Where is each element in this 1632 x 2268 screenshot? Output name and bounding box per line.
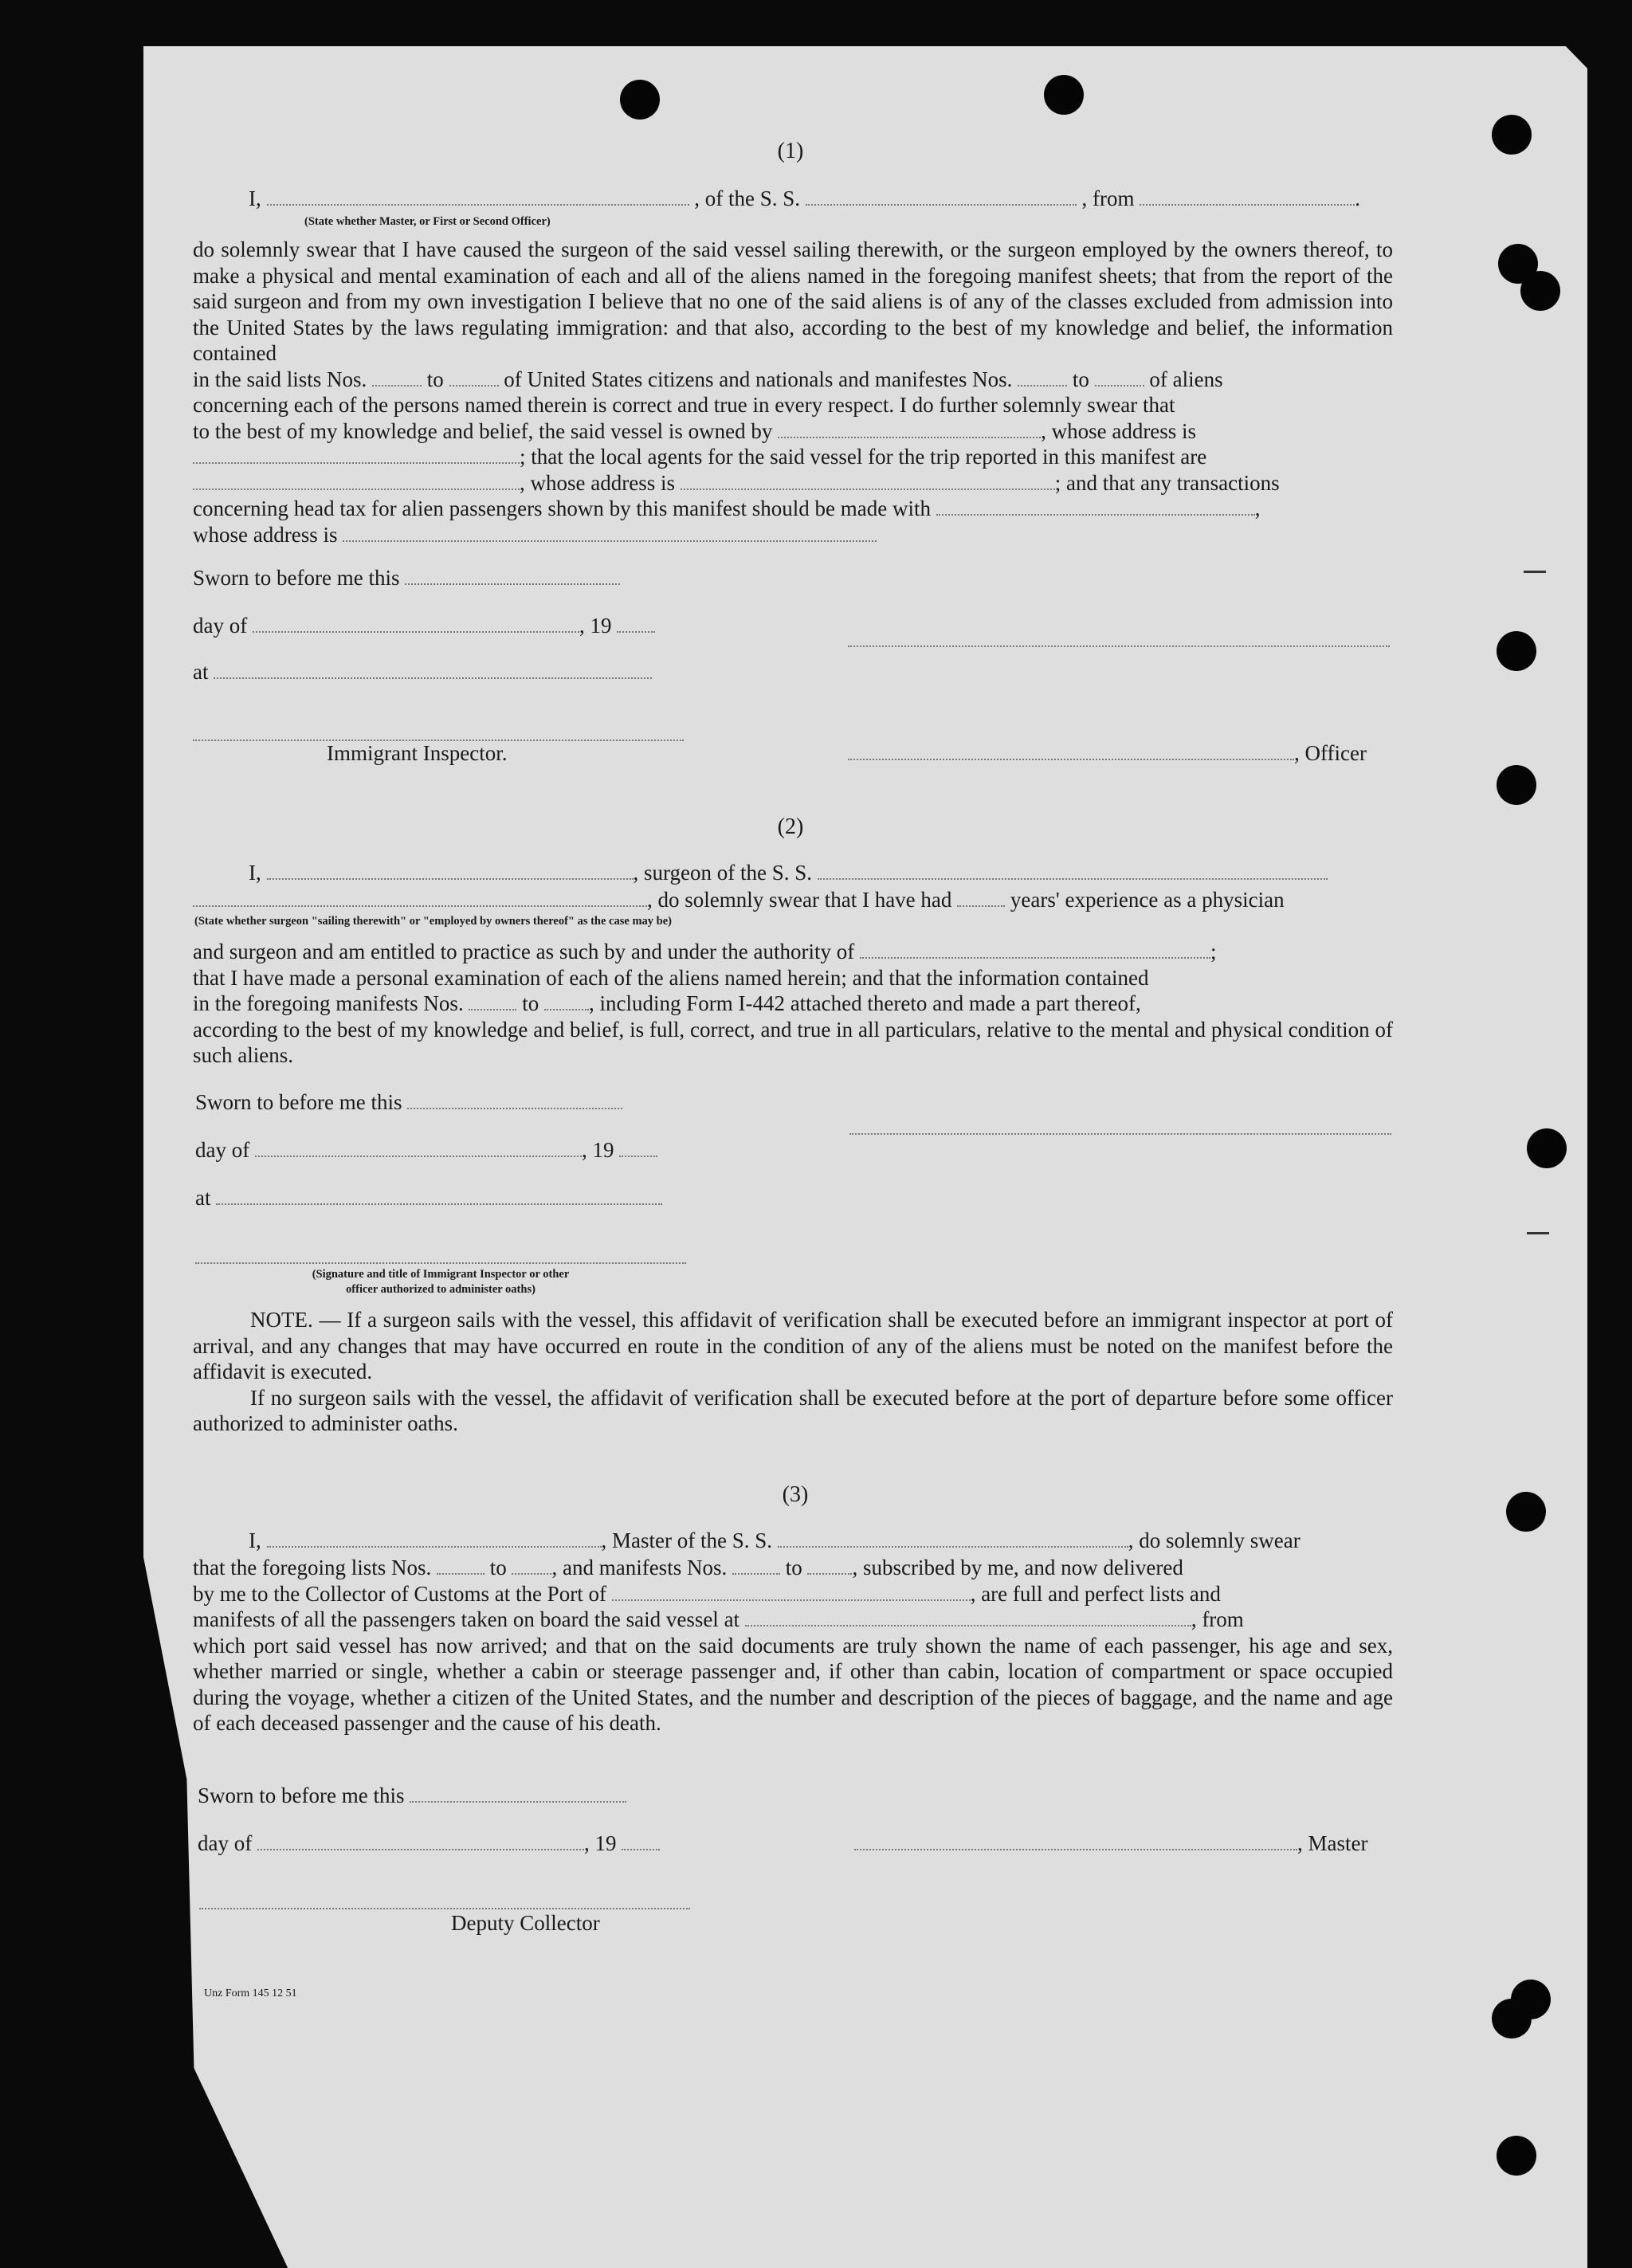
s1-inspector-label: Immigrant Inspector.	[327, 741, 508, 765]
s1-sworn-line: Sworn to before me this	[193, 566, 620, 591]
master-name-field[interactable]	[267, 1530, 602, 1548]
s1-from: , from	[1081, 186, 1135, 210]
s1-para-agent-address: , whose address is ; and that any transactions	[193, 470, 1393, 496]
punch-hole	[1044, 75, 1084, 115]
headtax-contact-field[interactable]	[936, 498, 1255, 516]
s2-para-manifests: in the foregoing manifests Nos. to , including Form I-442 attached thereto and made a part thereof,	[193, 991, 1141, 1015]
citizen-list-to-field[interactable]	[449, 369, 499, 387]
s2-year-field[interactable]	[619, 1140, 657, 1157]
s2-manifest-to-field[interactable]	[544, 993, 589, 1010]
s2-line2: , do solemnly swear that I have had years' experience as a physician	[193, 888, 1285, 912]
s1-end-period: .	[1355, 186, 1360, 210]
note-block	[193, 1307, 1393, 1437]
s1-para-headtax: concerning head tax for alien passengers shown by this manifest should be made with ,	[193, 496, 1261, 520]
surgeon-status-field[interactable]	[193, 889, 647, 907]
s3-month-field[interactable]	[257, 1833, 584, 1850]
s2-day-line: day of , 19	[195, 1138, 657, 1163]
owner-name-field[interactable]	[778, 421, 1041, 438]
citizen-list-from-field[interactable]	[372, 369, 422, 387]
s2-para-authority: and surgeon and am entitled to practice as such by and under the authority of ;	[193, 940, 1217, 963]
s3-vessel-name-field[interactable]	[778, 1530, 1128, 1548]
punch-hole	[1520, 271, 1560, 311]
master-signature-field[interactable]	[854, 1833, 1297, 1850]
departure-port-field[interactable]	[1140, 188, 1355, 206]
s3-day-line: day of , 19	[198, 1831, 660, 1856]
section-3-number: (3)	[782, 1482, 809, 1507]
s2-line1: I, , surgeon of the S. S.	[249, 861, 1328, 885]
s3-manifests-from-field[interactable]	[732, 1557, 780, 1575]
s1-year-field[interactable]	[617, 615, 655, 633]
s1-body	[193, 237, 1393, 547]
s2-signature-note: (Signature and title of Immigrant Inspector or other officer authorized to administer oaths)	[312, 1268, 570, 1296]
agents-address-field[interactable]	[681, 473, 1055, 490]
s3-para-port: by me to the Collector of Customs at the Port of , are full and perfect lists and	[193, 1581, 1221, 1606]
deputy-collector-signature-line[interactable]	[199, 1906, 690, 1909]
s1-para-lists: in the said lists Nos. to of United States citizens and nationals and manifestes Nos. to of aliens	[193, 367, 1223, 391]
s2-inspector-signature-line[interactable]	[195, 1261, 686, 1264]
s1-officer-line: , Officer	[848, 741, 1367, 766]
punch-hole	[1497, 631, 1536, 671]
s2-sworn-line: Sworn to before me this	[195, 1090, 622, 1115]
note-para-2: If no surgeon sails with the vessel, the affidavit of verification shall be executed before at the port of departure before some officer authorized to administer oaths.	[193, 1385, 1393, 1435]
margin-mark	[1524, 571, 1546, 573]
note-para-1: NOTE. — If a surgeon sails with the vessel, this affidavit of verification shall be executed before an immigrant inspector at port of arrival, and any changes that may have occurred en route in the condition of any of the aliens must be noted on the manifest before the affidavit is executed.	[193, 1308, 1393, 1383]
s1-of-ss: , of the S. S.	[694, 186, 801, 210]
s3-manifests-to-field[interactable]	[807, 1557, 852, 1575]
s3-sworn-day-field[interactable]	[410, 1785, 626, 1803]
section-1-number: (1)	[777, 139, 804, 163]
s1-day-line: day of , 19	[193, 614, 655, 638]
customs-port-field[interactable]	[612, 1583, 971, 1601]
s1-month-field[interactable]	[253, 615, 579, 633]
s1-at-line: at	[193, 660, 652, 685]
s2-manifest-from-field[interactable]	[469, 993, 516, 1010]
s1-officer-note: (State whether Master, or First or Second Officer)	[304, 215, 551, 228]
licensing-authority-field[interactable]	[860, 941, 1210, 959]
punch-hole	[1527, 1128, 1567, 1168]
punch-hole	[1497, 2136, 1536, 2176]
s1-sworn-day-field[interactable]	[405, 567, 620, 585]
s3-master-line: , Master	[854, 1831, 1367, 1856]
s1-para-intro: do solemnly swear that I have caused the surgeon of the said vessel sailing therewith, or the surgeon employed by the owners thereof, to make a physical and mental examination of each and all of the aliens named in the foregoing manifest sheets; that from the report of the said surgeon and from my own investigation I believe that no one of the said aliens is of any of the classes excluded from admission into the United States by the laws regulating immigration: and that also, according to the best of my knowledge and belief, the information contained	[193, 237, 1393, 365]
s2-para-exam: that I have made a personal examination of each of the aliens named herein; and that the information contained	[193, 965, 1149, 990]
s3-lists-to-field[interactable]	[512, 1557, 551, 1575]
s2-at-line: at	[195, 1186, 662, 1211]
agents-name-field[interactable]	[193, 473, 520, 490]
s1-para-agents: ; that the local agents for the said vessel for the trip reported in this manifest are	[193, 444, 1393, 470]
s3-year-field[interactable]	[622, 1833, 660, 1850]
officer-name-field[interactable]	[267, 188, 689, 206]
s2-para-conclusion: according to the best of my knowledge and belief, is full, correct, and true in all particulars, relative to the mental and physical condition of such aliens.	[193, 1017, 1393, 1067]
margin-mark	[1527, 1232, 1549, 1234]
s2-surgeon-signature-line[interactable]	[849, 1132, 1391, 1135]
embarkation-port-field[interactable]	[745, 1609, 1191, 1626]
owner-address-field[interactable]	[193, 446, 520, 464]
s1-place-field[interactable]	[214, 661, 652, 679]
s1-para-headtax-address: whose address is	[193, 522, 1393, 548]
vessel-name-field[interactable]	[806, 188, 1077, 206]
s3-para-embark: manifests of all the passengers taken on board the said vessel at , from	[193, 1607, 1244, 1631]
s3-line1: I, , Master of the S. S. , do solemnly swear	[249, 1528, 1300, 1552]
alien-manifest-to-field[interactable]	[1095, 369, 1144, 387]
s2-month-field[interactable]	[255, 1140, 582, 1157]
s2-vessel-name-field[interactable]	[818, 862, 1328, 880]
s3-deputy-label: Deputy Collector	[451, 1911, 600, 1935]
s1-officer-signature-line-top[interactable]	[848, 644, 1390, 647]
s3-sworn-line: Sworn to before me this	[198, 1783, 626, 1808]
s3-para-details: which port said vessel has now arrived; and that on the said documents are truly shown the name of each passenger, his age and sex, whether married or single, whether a cabin or steerage passenger and, if other than cabin, location of compartment or space occupied during the voyage, whether a citizen of the United States, and the number and description of the pieces of baggage, and the name and age of each deceased passenger and the cause of his death.	[193, 1633, 1393, 1735]
years-experience-field[interactable]	[957, 889, 1005, 907]
s3-body	[193, 1555, 1393, 1736]
s1-para-concerning: concerning each of the persons named therein is correct and true in every respect. I do further solemnly swear that	[193, 393, 1175, 417]
s1-i: I,	[249, 186, 261, 210]
s2-place-field[interactable]	[216, 1187, 662, 1205]
surgeon-name-field[interactable]	[267, 862, 634, 880]
s1-para-owner: to the best of my knowledge and belief, the said vessel is owned by , whose address is	[193, 418, 1197, 443]
form-number: Unz Form 145 12 51	[204, 1987, 297, 1999]
s3-lists-from-field[interactable]	[437, 1557, 484, 1575]
punch-hole	[1497, 765, 1536, 805]
alien-manifest-from-field[interactable]	[1018, 369, 1067, 387]
s3-para-lists: that the foregoing lists Nos. to , and manifests Nos. to , subscribed by me, and now delivered	[193, 1556, 1183, 1579]
punch-hole	[1492, 115, 1532, 155]
s1-officer-signature-field[interactable]	[848, 743, 1294, 760]
s1-header-line	[249, 186, 1360, 211]
s2-sworn-day-field[interactable]	[407, 1092, 622, 1109]
headtax-address-field[interactable]	[343, 524, 877, 542]
punch-hole	[1511, 1980, 1551, 2019]
s2-surgeon-note: (State whether surgeon "sailing therewith" or "employed by owners thereof" as the case may be)	[194, 915, 672, 928]
s2-body	[193, 939, 1393, 1069]
section-2-number: (2)	[777, 814, 804, 839]
punch-hole	[620, 80, 660, 120]
punch-hole	[1506, 1492, 1546, 1532]
